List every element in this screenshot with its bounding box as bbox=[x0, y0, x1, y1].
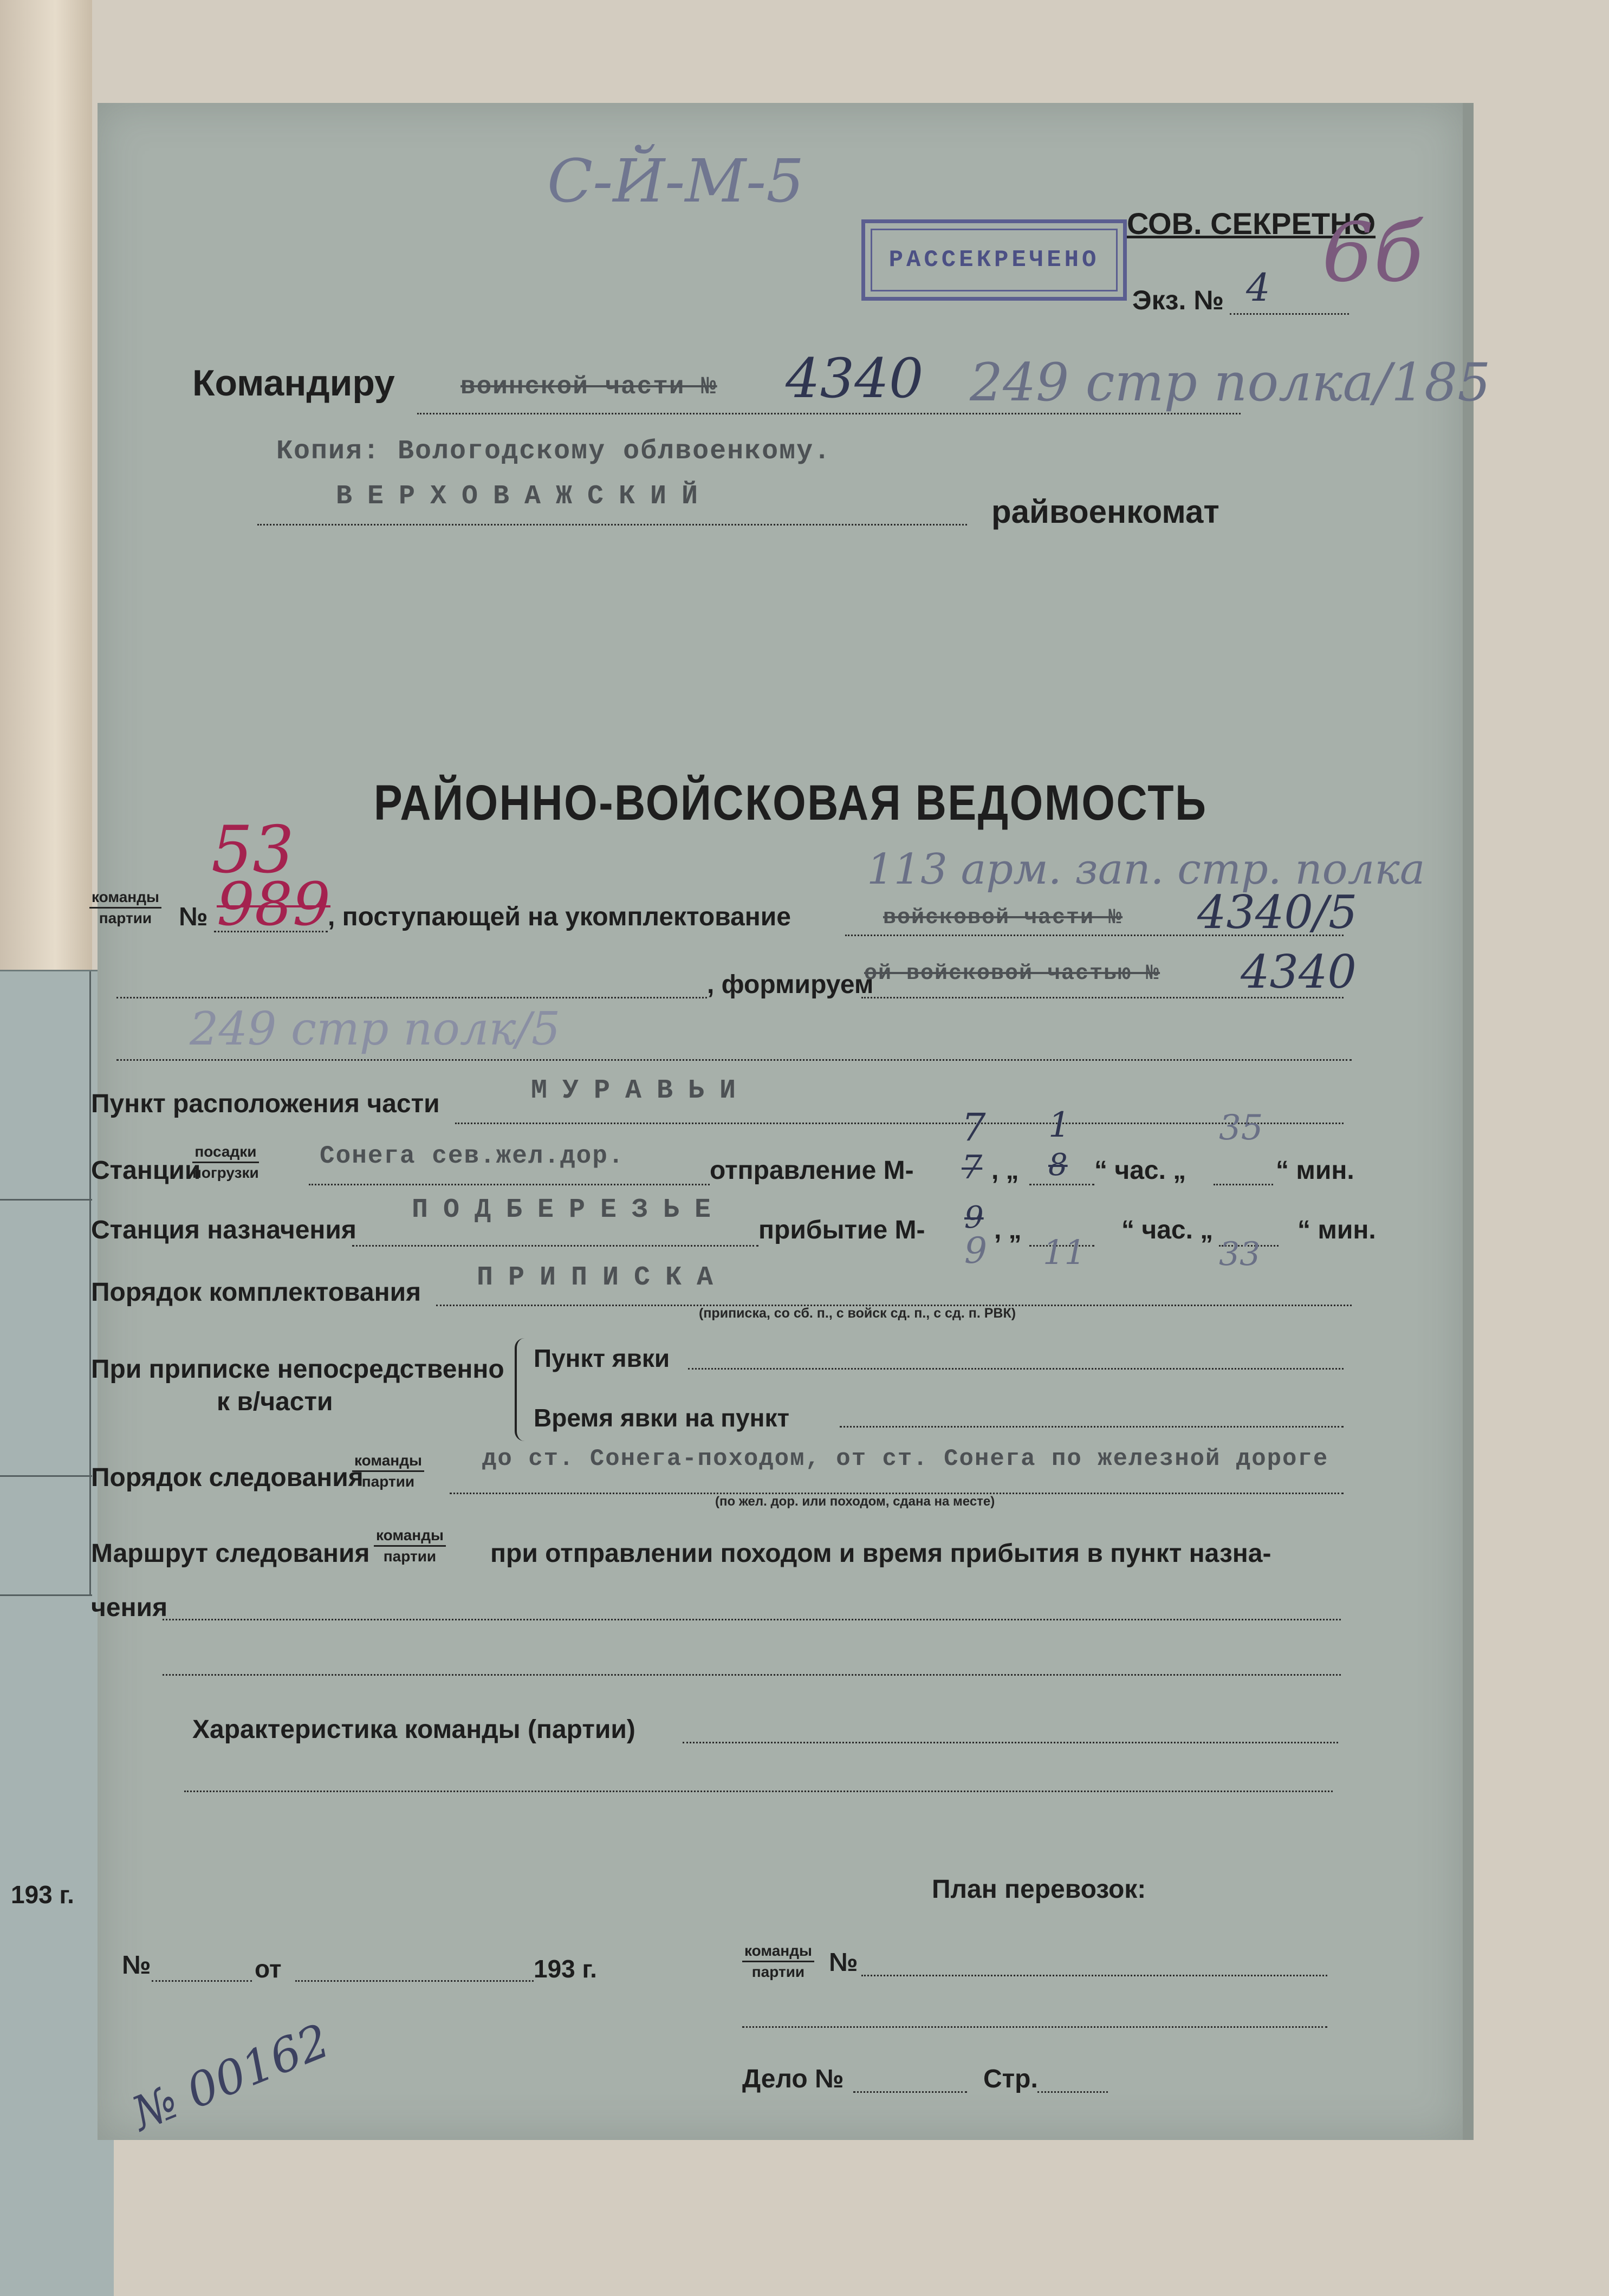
arriving-label: , поступающей на укомплектование bbox=[328, 903, 791, 931]
typed-formed-unit: ой войсковой частью № bbox=[864, 962, 1160, 986]
arrival-label: прибытие М- bbox=[758, 1216, 925, 1244]
plan-den: партии bbox=[751, 1963, 805, 1980]
case-label: Дело № bbox=[742, 2065, 844, 2093]
departure-separator: , „ bbox=[991, 1156, 1019, 1185]
handwritten-unit-to-complete: 4340/5 bbox=[1197, 886, 1358, 939]
departure-min-line bbox=[1214, 1184, 1273, 1185]
follow-den: партии bbox=[361, 1473, 415, 1490]
boarding-num: посадки bbox=[192, 1143, 259, 1163]
plan-line-1 bbox=[861, 1975, 1327, 1976]
location-value: МУРАВЬИ bbox=[531, 1075, 751, 1106]
page-title: РАЙОННО-ВОЙСКОВАЯ ВЕДОМОСТЬ bbox=[374, 775, 1208, 831]
year-left: 193 г. bbox=[11, 1880, 74, 1909]
departure-hour-line bbox=[1029, 1184, 1094, 1185]
boarding-fraction bbox=[192, 1143, 259, 1182]
team-den: партии bbox=[99, 910, 152, 926]
follow-label: Порядок следования bbox=[91, 1463, 364, 1492]
arrival-minutes: 33 bbox=[1219, 1235, 1261, 1273]
handwritten-unit-number: 4340 bbox=[786, 347, 924, 410]
follow-value: до ст. Сонега-походом, от ст. Сонега по железной дороге bbox=[482, 1445, 1329, 1473]
route-label: Маршрут следования bbox=[91, 1539, 370, 1568]
direct-label-2: к в/части bbox=[217, 1387, 333, 1416]
brace bbox=[515, 1338, 529, 1441]
page-edge-left bbox=[0, 0, 92, 991]
number-sign: № bbox=[179, 903, 208, 931]
declassified-stamp bbox=[861, 219, 1127, 301]
handwritten-forming-unit: 4340 bbox=[1241, 945, 1357, 998]
arrival-min-label: “ мин. bbox=[1297, 1216, 1376, 1244]
typed-military-unit: войсковой части № bbox=[883, 906, 1123, 930]
location-label: Пункт расположения части bbox=[91, 1089, 440, 1118]
departure-minutes: 35 bbox=[1219, 1108, 1263, 1148]
point-label: Пункт явки bbox=[534, 1344, 670, 1372]
destination-label: Станция назначения bbox=[91, 1216, 356, 1244]
formed-label: , формируем bbox=[707, 970, 874, 999]
departure-month: 7 bbox=[962, 1105, 986, 1150]
route-rest: при отправлении походом и время прибытия в пункт назна- bbox=[490, 1539, 1271, 1568]
characteristic-line-2 bbox=[184, 1791, 1333, 1792]
page-label: Стр. bbox=[983, 2065, 1038, 2093]
route-den: партии bbox=[383, 1548, 437, 1565]
typed-unit-label: воинской части № bbox=[460, 373, 717, 401]
station-line bbox=[309, 1184, 710, 1185]
handwritten-reserve: 113 арм. зап. стр. полка bbox=[867, 845, 1425, 894]
team-num: команды bbox=[89, 888, 161, 909]
handwritten-number-old: 989 bbox=[217, 870, 330, 939]
characteristic-line-1 bbox=[683, 1742, 1338, 1743]
typed-district: ВЕРХОВАЖСКИЙ bbox=[336, 481, 713, 512]
formed-line-left bbox=[116, 997, 707, 998]
order-label: Порядок комплектования bbox=[91, 1278, 421, 1307]
page-line bbox=[1037, 2091, 1108, 2093]
from-label: от bbox=[255, 1955, 282, 1983]
order-note: (приписка, со сб. п., с войск сд. п., с сд. п. РВК) bbox=[699, 1306, 1016, 1321]
number-sign-footer: № bbox=[122, 1951, 151, 1980]
handwritten-regiment-line: 249 стр полк/5 bbox=[190, 1002, 561, 1055]
departure-min-label: “ мин. bbox=[1276, 1156, 1354, 1185]
route-continuation: чения bbox=[91, 1593, 168, 1622]
district-label: райвоенкомат bbox=[991, 494, 1219, 530]
follow-note: (по жел. дор. или походом, сдана на месте) bbox=[715, 1494, 995, 1509]
regiment-line bbox=[116, 1059, 1352, 1061]
plan-label: План перевозок: bbox=[932, 1875, 1146, 1904]
team-fraction bbox=[89, 888, 161, 927]
typed-copy-line: Копия: Вологодскому облвоенкому. bbox=[276, 436, 832, 467]
handwritten-archive-number: № 00162 bbox=[125, 2013, 337, 2142]
footer-date-line bbox=[295, 1980, 534, 1982]
destination-value: ПОДБЕРЕЗЬЕ bbox=[412, 1195, 726, 1225]
time-line bbox=[840, 1426, 1344, 1428]
commander-line bbox=[417, 413, 1241, 414]
arrival-month: 9 bbox=[964, 1230, 987, 1272]
station-value: Сонега сев.жел.дор. bbox=[320, 1142, 625, 1170]
table-line bbox=[0, 1594, 92, 1596]
copy-label: Экз. № bbox=[1132, 285, 1224, 315]
station-prefix: Станции bbox=[91, 1156, 201, 1185]
arrival-separator: , „ bbox=[994, 1216, 1022, 1244]
commander-label: Командиру bbox=[192, 362, 395, 404]
plan-num: команды bbox=[742, 1942, 814, 1962]
departure-hour-label: “ час. „ bbox=[1094, 1156, 1186, 1185]
stamp-text: РАССЕКРЕЧЕНО bbox=[871, 229, 1118, 291]
departure-hour: 1 bbox=[1048, 1105, 1070, 1145]
boarding-den: погрузки bbox=[192, 1164, 259, 1181]
arrival-hour-label: “ час. „ bbox=[1121, 1216, 1214, 1244]
table-line bbox=[0, 1475, 92, 1477]
case-line bbox=[853, 2091, 967, 2093]
characteristic-label: Характеристика команды (партии) bbox=[192, 1715, 635, 1744]
footer-number-line bbox=[152, 1980, 252, 1982]
arrival-hour: 11 bbox=[1043, 1233, 1086, 1272]
year-label: 193 г. bbox=[534, 1955, 597, 1983]
handwritten-top-code: С-Й-М-5 bbox=[547, 146, 804, 216]
handwritten-number-new: 53 bbox=[211, 813, 294, 888]
departure-hour-old: 8 bbox=[1048, 1147, 1068, 1183]
direct-label-1: При приписке непосредственно bbox=[91, 1355, 504, 1384]
handwritten-sheet-number: 6б bbox=[1322, 206, 1423, 300]
route-line-1 bbox=[163, 1619, 1341, 1620]
copy-number-line bbox=[1230, 313, 1349, 315]
arrival-month-old: 9 bbox=[964, 1200, 984, 1235]
follow-num: команды bbox=[352, 1452, 424, 1472]
follow-fraction bbox=[352, 1452, 424, 1490]
copy-number: 4 bbox=[1246, 265, 1270, 310]
table-line bbox=[0, 1199, 92, 1201]
plan-line-2 bbox=[742, 2026, 1327, 2028]
handwritten-regiment: 249 стр полка/185 bbox=[970, 352, 1491, 413]
location-line bbox=[455, 1123, 1344, 1124]
destination-line bbox=[352, 1245, 758, 1247]
route-num: команды bbox=[374, 1527, 446, 1547]
plan-fraction bbox=[742, 1942, 814, 1981]
point-line bbox=[688, 1368, 1344, 1370]
route-fraction bbox=[374, 1527, 446, 1565]
departure-label: отправление М- bbox=[710, 1156, 914, 1185]
departure-month-old: 7 bbox=[962, 1149, 983, 1186]
district-line bbox=[257, 524, 967, 526]
order-value: ПРИПИСКА bbox=[477, 1262, 729, 1293]
time-label: Время явки на пункт bbox=[534, 1404, 789, 1432]
route-line-2 bbox=[163, 1674, 1341, 1676]
plan-number-sign: № bbox=[829, 1948, 858, 1977]
classification-label: СОВ. СЕКРЕТНО bbox=[1127, 206, 1376, 241]
